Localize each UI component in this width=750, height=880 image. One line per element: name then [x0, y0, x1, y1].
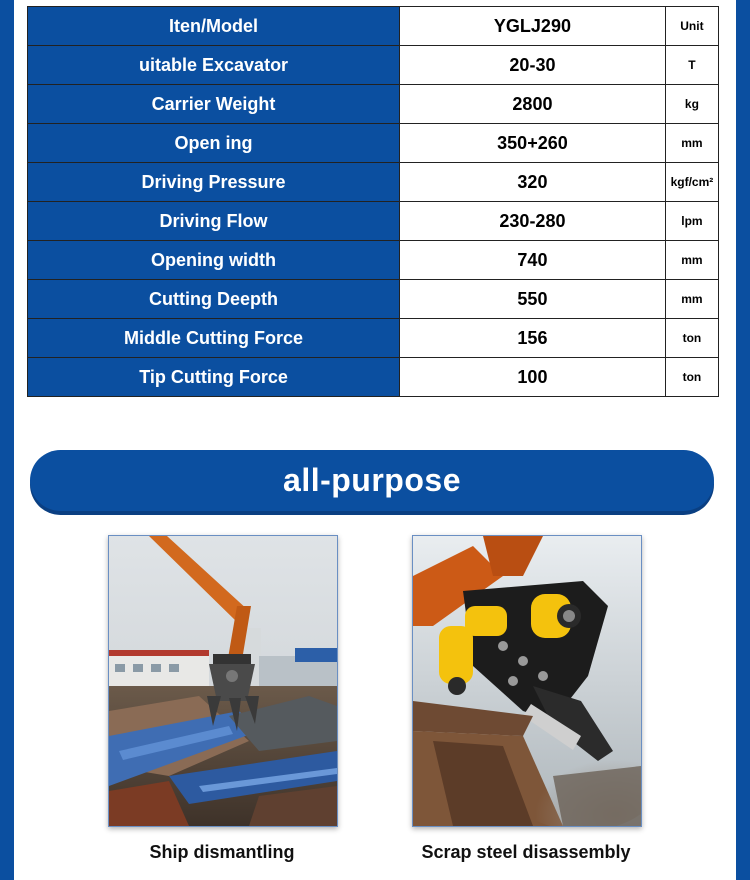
table-row	[28, 124, 719, 163]
unit-cell: kg	[665, 85, 718, 124]
unit-cell: kgf/cm²	[665, 163, 718, 202]
banner-title: all-purpose	[283, 462, 461, 498]
left-frame-border	[0, 0, 14, 880]
value-cell: 100	[400, 358, 666, 397]
table-row	[28, 163, 719, 202]
header-param-cell: Iten/Model	[28, 7, 400, 46]
header-unit-cell: Unit	[665, 7, 718, 46]
unit-cell: mm	[665, 280, 718, 319]
unit-cell: mm	[665, 241, 718, 280]
param-cell: Opening width	[28, 241, 400, 280]
table-row	[28, 241, 719, 280]
unit-cell: T	[665, 46, 718, 85]
value-cell: 350+260	[400, 124, 666, 163]
param-cell: Open ing	[28, 124, 400, 163]
unit-cell: mm	[665, 124, 718, 163]
ship-dismantling-photo	[108, 535, 338, 827]
table-row	[28, 85, 719, 124]
table-row	[28, 358, 719, 397]
scrap-steel-photo	[412, 535, 642, 827]
value-cell: 2800	[400, 85, 666, 124]
value-cell: 230-280	[400, 202, 666, 241]
table-row	[28, 280, 719, 319]
param-cell: Driving Flow	[28, 202, 400, 241]
table-header-row	[28, 7, 719, 46]
value-cell: 20-30	[400, 46, 666, 85]
application-caption: Scrap steel disassembly	[421, 842, 631, 862]
application-caption: Ship dismantling	[149, 842, 295, 862]
param-cell: Middle Cutting Force	[28, 319, 400, 358]
param-cell: Carrier Weight	[28, 85, 400, 124]
section-banner	[30, 450, 714, 511]
value-cell: 550	[400, 280, 666, 319]
value-cell: 156	[400, 319, 666, 358]
param-cell: Cutting Deepth	[28, 280, 400, 319]
value-cell: 320	[400, 163, 666, 202]
unit-cell: ton	[665, 319, 718, 358]
param-cell: uitable Excavator	[28, 46, 400, 85]
header-model-cell: YGLJ290	[400, 7, 666, 46]
right-frame-border	[736, 0, 750, 880]
param-cell: Driving Pressure	[28, 163, 400, 202]
table-row	[28, 202, 719, 241]
spec-table	[27, 6, 719, 397]
param-cell: Tip Cutting Force	[28, 358, 400, 397]
unit-cell: lpm	[665, 202, 718, 241]
table-row	[28, 319, 719, 358]
value-cell: 740	[400, 241, 666, 280]
table-row	[28, 46, 719, 85]
unit-cell: ton	[665, 358, 718, 397]
